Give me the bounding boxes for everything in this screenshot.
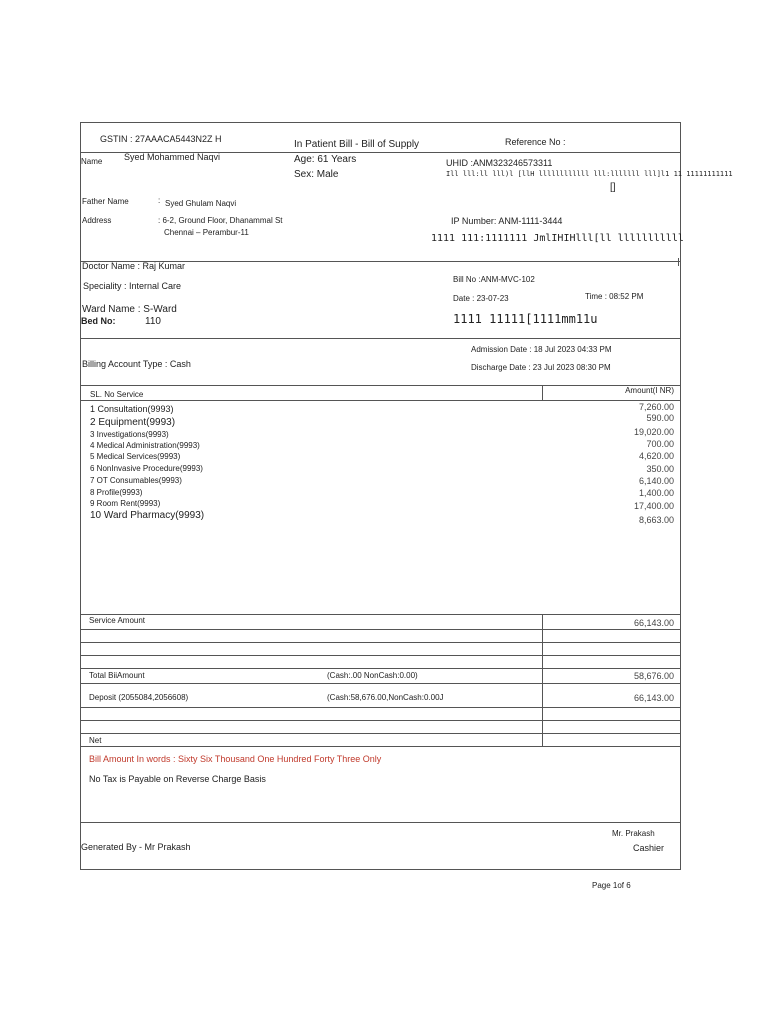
- column-divider: [542, 614, 543, 746]
- bill-number: Bill No :ANM-MVC-102: [453, 275, 535, 284]
- net-label: Net: [89, 736, 102, 745]
- patient-sex: Sex: Male: [294, 169, 339, 180]
- service-amount: 17,400.00: [633, 501, 674, 511]
- service-item: 5 Medical Services(9993): [90, 452, 181, 461]
- billing-account-type: Billing Account Type : Cash: [82, 359, 191, 369]
- column-divider: [542, 385, 543, 400]
- service-amount: 1,400.00: [638, 488, 674, 498]
- doctor-name: Doctor Name : Raj Kumar: [82, 261, 186, 271]
- service-amount: 6,140.00: [638, 476, 674, 486]
- uhid: UHID :ANM323246573311: [446, 158, 553, 168]
- ip-number: IP Number: ANM-1111-3444: [451, 216, 563, 226]
- cashier-role: Cashier: [633, 843, 665, 853]
- bill-title: In Patient Bill - Bill of Supply: [294, 139, 420, 150]
- divider: [80, 668, 680, 669]
- uhid-barcode-tail: []: [610, 182, 616, 193]
- divider-tick: [678, 258, 679, 266]
- address-line2: Chennai – Perambur-11: [164, 228, 249, 237]
- service-item: 2 Equipment(9993): [90, 417, 176, 428]
- generated-by: Generated By - Mr Prakash: [81, 842, 191, 852]
- bill-barcode: 1111 11111[1111mm11u: [453, 312, 598, 326]
- tax-note: No Tax is Payable on Reverse Charge Basis: [89, 774, 266, 784]
- address-label: Address: [82, 216, 112, 225]
- service-amount: 590.00: [646, 413, 674, 423]
- service-amount: 700.00: [646, 439, 674, 449]
- service-amount: 350.00: [646, 464, 674, 474]
- divider: [80, 707, 680, 708]
- divider: [80, 629, 680, 630]
- total-bill-split: (Cash:.00 NonCash:0.00): [327, 671, 418, 680]
- page-number: Page 1of 6: [592, 881, 631, 890]
- divider: [80, 822, 680, 823]
- service-amount-total: 66,143.00: [633, 618, 674, 628]
- service-item: 7 OT Consumables(9993): [90, 476, 182, 485]
- service-amount: 7,260.00: [638, 402, 674, 412]
- deposit-label: Deposit (2055084,2056608): [89, 693, 189, 702]
- divider: [80, 338, 680, 339]
- service-item: 8 Profile(9993): [90, 488, 143, 497]
- divider: [80, 683, 680, 684]
- service-item: 4 Medical Administration(9993): [90, 441, 200, 450]
- divider: [80, 733, 680, 734]
- gstin: GSTIN : 27AAACA5443N2Z H: [100, 134, 222, 144]
- service-amount: 19,020.00: [633, 427, 674, 437]
- father-name: Syed Ghulam Naqvi: [165, 199, 237, 208]
- deposit-split: (Cash:58,676.00,NonCash:0.00J: [327, 693, 444, 702]
- ip-barcode: 1111 111:1111111 JmlIHIHlll[ll lllllllllll: [431, 233, 684, 244]
- service-amount-label: Service Amount: [89, 616, 146, 625]
- ward-name: Ward Name : S-Ward: [82, 304, 177, 315]
- total-bill-value: 58,676.00: [633, 671, 674, 681]
- uhid-barcode: Ill lll:ll lll)l [llH llllllllllll lll:lllllll lll]l1 11 11111111111: [446, 170, 733, 178]
- service-item: 9 Room Rent(9993): [90, 499, 161, 508]
- cashier-name: Mr. Prakash: [612, 829, 655, 838]
- bill-date: Date : 23-07-23: [453, 294, 509, 303]
- divider: [80, 746, 680, 747]
- divider: [80, 642, 680, 643]
- divider: [80, 655, 680, 656]
- service-item: 6 NonInvasive Procedure(9993): [90, 464, 203, 473]
- address-line1: : 6-2, Ground Floor, Dhanammal St: [158, 216, 283, 225]
- father-name-label: Father Name: [82, 197, 129, 206]
- amount-in-words: Bill Amount In words : Sixty Six Thousand One Hundred Forty Three Only: [89, 754, 382, 764]
- name-label: Name: [81, 157, 103, 166]
- speciality: Speciality : Internal Care: [83, 281, 182, 291]
- bed-label: Bed No:: [81, 316, 116, 326]
- deposit-value: 66,143.00: [633, 693, 674, 703]
- total-bill-label: Total BiiAmount: [89, 671, 145, 680]
- admission-date: Admission Date : 18 Jul 2023 04:33 PM: [471, 345, 612, 354]
- patient-name: Syed Mohammed Naqvi: [124, 152, 221, 162]
- discharge-date: Discharge Date : 23 Jul 2023 08:30 PM: [471, 363, 611, 372]
- service-amount: 8,663.00: [638, 515, 674, 525]
- divider: [80, 400, 680, 401]
- service-amount: 4,620.00: [638, 451, 674, 461]
- divider: [80, 614, 680, 615]
- divider: [80, 720, 680, 721]
- col-amount-header: Amount(I NR): [625, 386, 674, 395]
- service-item: 10 Ward Pharmacy(9993): [90, 510, 205, 521]
- bill-time: Time : 08:52 PM: [585, 292, 644, 301]
- bed-number: 110: [145, 316, 161, 327]
- reference-no: Reference No :: [505, 137, 566, 147]
- patient-age: Age: 61 Years: [294, 154, 357, 165]
- service-item: 1 Consultation(9993): [90, 404, 174, 414]
- father-colon: :: [158, 196, 161, 205]
- service-item: 3 Investigations(9993): [90, 430, 169, 439]
- col-service-header: SL. No Service: [90, 390, 144, 399]
